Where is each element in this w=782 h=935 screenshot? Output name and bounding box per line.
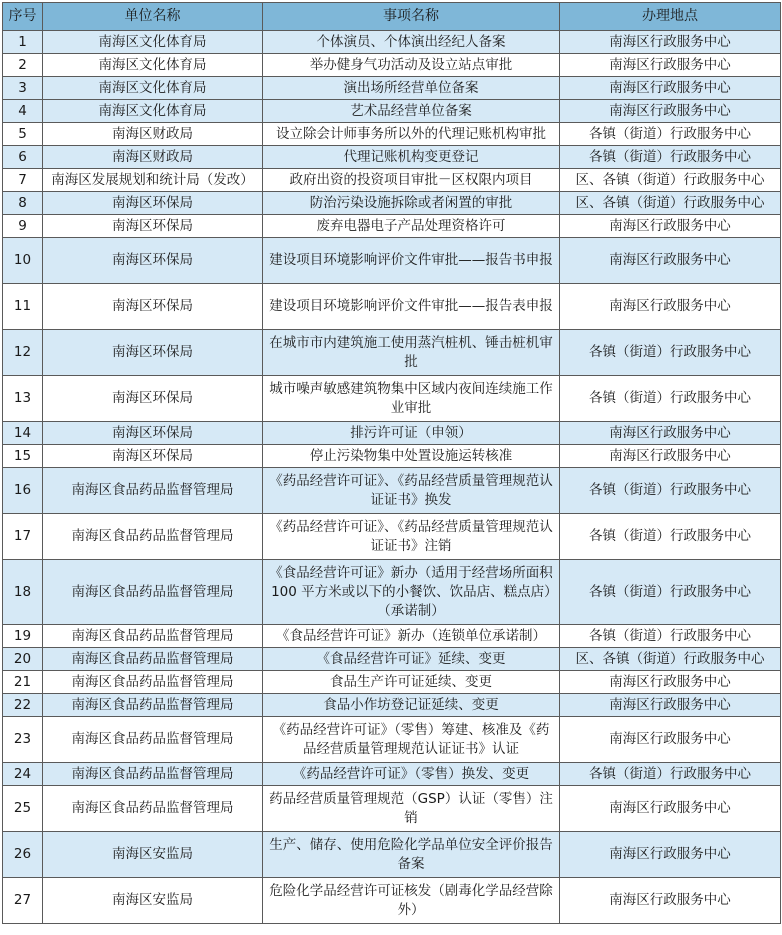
cell-item: 《药品经营许可证》、《药品经营质量管理规范认证证书》注销: [263, 514, 560, 560]
table-row: [3, 31, 781, 54]
cell-unit: 南海区文化体育局: [43, 77, 263, 100]
cell-place: 区、各镇（街道）行政服务中心: [560, 648, 781, 671]
table-row: [3, 717, 781, 763]
cell-unit: 南海区环保局: [43, 284, 263, 330]
cell-place: 南海区行政服务中心: [560, 238, 781, 284]
table-row: [3, 330, 781, 376]
cell-place: 南海区行政服务中心: [560, 786, 781, 832]
cell-place: 南海区行政服务中心: [560, 31, 781, 54]
cell-unit: 南海区食品药品监督管理局: [43, 763, 263, 786]
cell-unit: 南海区食品药品监督管理局: [43, 648, 263, 671]
cell-place: 南海区行政服务中心: [560, 77, 781, 100]
cell-unit: 南海区环保局: [43, 376, 263, 422]
cell-unit: 南海区环保局: [43, 422, 263, 445]
cell-unit: 南海区安监局: [43, 832, 263, 878]
table-row: [3, 671, 781, 694]
cell-item: 《药品经营许可证》（零售）换发、变更: [263, 763, 560, 786]
cell-item: 演出场所经营单位备案: [263, 77, 560, 100]
table-row: [3, 648, 781, 671]
cell-item: 设立除会计师事务所以外的代理记账机构审批: [263, 123, 560, 146]
header-place: 办理地点: [560, 3, 781, 31]
cell-place: 南海区行政服务中心: [560, 100, 781, 123]
cell-item: 废弃电器电子产品处理资格许可: [263, 215, 560, 238]
cell-item: 食品生产许可证延续、变更: [263, 671, 560, 694]
cell-unit: 南海区环保局: [43, 330, 263, 376]
cell-unit: 南海区文化体育局: [43, 54, 263, 77]
cell-unit: 南海区食品药品监督管理局: [43, 514, 263, 560]
cell-item: 排污许可证（申领）: [263, 422, 560, 445]
cell-item: 艺术品经营单位备案: [263, 100, 560, 123]
cell-unit: 南海区食品药品监督管理局: [43, 468, 263, 514]
cell-no: 4: [3, 100, 43, 123]
cell-place: 各镇（街道）行政服务中心: [560, 560, 781, 625]
cell-unit: 南海区环保局: [43, 238, 263, 284]
cell-item: 《药品经营许可证》（零售）筹建、核准及《药品经营质量管理规范认证证书》认证: [263, 717, 560, 763]
cell-unit: 南海区食品药品监督管理局: [43, 560, 263, 625]
cell-no: 2: [3, 54, 43, 77]
table-row: [3, 422, 781, 445]
cell-place: 各镇（街道）行政服务中心: [560, 146, 781, 169]
cell-unit: 南海区文化体育局: [43, 100, 263, 123]
cell-place: 各镇（街道）行政服务中心: [560, 123, 781, 146]
table-row: [3, 146, 781, 169]
cell-no: 18: [3, 560, 43, 625]
cell-place: 南海区行政服务中心: [560, 284, 781, 330]
cell-place: 各镇（街道）行政服务中心: [560, 468, 781, 514]
cell-item: 药品经营质量管理规范（GSP）认证（零售）注销: [263, 786, 560, 832]
cell-place: 南海区行政服务中心: [560, 422, 781, 445]
table-row: [3, 694, 781, 717]
table-row: [3, 77, 781, 100]
cell-no: 27: [3, 878, 43, 924]
cell-unit: 南海区发展规划和统计局（发改）: [43, 169, 263, 192]
cell-item: 危险化学品经营许可证核发（剧毒化学品经营除外）: [263, 878, 560, 924]
table-row: [3, 238, 781, 284]
cell-no: 16: [3, 468, 43, 514]
cell-no: 3: [3, 77, 43, 100]
cell-item: 举办健身气功活动及设立站点审批: [263, 54, 560, 77]
table-row: [3, 514, 781, 560]
cell-unit: 南海区食品药品监督管理局: [43, 671, 263, 694]
table-row: [3, 192, 781, 215]
cell-place: 各镇（街道）行政服务中心: [560, 625, 781, 648]
cell-unit: 南海区环保局: [43, 192, 263, 215]
table-row: [3, 169, 781, 192]
cell-no: 20: [3, 648, 43, 671]
header-row: [3, 3, 781, 31]
matters-table: [2, 2, 781, 924]
cell-no: 23: [3, 717, 43, 763]
cell-no: 10: [3, 238, 43, 284]
cell-unit: 南海区食品药品监督管理局: [43, 786, 263, 832]
cell-item: 食品小作坊登记证延续、变更: [263, 694, 560, 717]
cell-no: 12: [3, 330, 43, 376]
cell-item: 《食品经营许可证》新办（适用于经营场所面积 100 平方米或以下的小餐饮、饮品店、糕点店）（承诺制）: [263, 560, 560, 625]
cell-place: 区、各镇（街道）行政服务中心: [560, 169, 781, 192]
table-row: [3, 763, 781, 786]
table-row: [3, 284, 781, 330]
cell-unit: 南海区食品药品监督管理局: [43, 717, 263, 763]
cell-unit: 南海区安监局: [43, 878, 263, 924]
table-row: [3, 445, 781, 468]
cell-no: 26: [3, 832, 43, 878]
cell-no: 25: [3, 786, 43, 832]
cell-no: 21: [3, 671, 43, 694]
table-row: [3, 54, 781, 77]
cell-unit: 南海区食品药品监督管理局: [43, 625, 263, 648]
cell-no: 19: [3, 625, 43, 648]
cell-place: 南海区行政服务中心: [560, 445, 781, 468]
cell-place: 各镇（街道）行政服务中心: [560, 376, 781, 422]
cell-no: 13: [3, 376, 43, 422]
cell-place: 南海区行政服务中心: [560, 717, 781, 763]
cell-item: 建设项目环境影响评价文件审批——报告表申报: [263, 284, 560, 330]
cell-unit: 南海区食品药品监督管理局: [43, 694, 263, 717]
cell-no: 8: [3, 192, 43, 215]
table-row: [3, 100, 781, 123]
cell-place: 南海区行政服务中心: [560, 54, 781, 77]
cell-item: 建设项目环境影响评价文件审批——报告书申报: [263, 238, 560, 284]
table-row: [3, 560, 781, 625]
cell-unit: 南海区环保局: [43, 215, 263, 238]
cell-no: 9: [3, 215, 43, 238]
cell-no: 22: [3, 694, 43, 717]
cell-no: 7: [3, 169, 43, 192]
table-row: [3, 625, 781, 648]
table-row: [3, 123, 781, 146]
cell-item: 在城市市内建筑施工使用蒸汽桩机、锤击桩机审批: [263, 330, 560, 376]
cell-unit: 南海区财政局: [43, 146, 263, 169]
cell-item: 个体演员、个体演出经纪人备案: [263, 31, 560, 54]
cell-place: 南海区行政服务中心: [560, 878, 781, 924]
cell-place: 各镇（街道）行政服务中心: [560, 763, 781, 786]
cell-item: 停止污染物集中处置设施运转核准: [263, 445, 560, 468]
cell-unit: 南海区环保局: [43, 445, 263, 468]
cell-item: 《药品经营许可证》、《药品经营质量管理规范认证证书》换发: [263, 468, 560, 514]
table-row: [3, 786, 781, 832]
cell-place: 南海区行政服务中心: [560, 215, 781, 238]
cell-item: 防治污染设施拆除或者闲置的审批: [263, 192, 560, 215]
cell-no: 17: [3, 514, 43, 560]
table-row: [3, 376, 781, 422]
cell-item: 城市噪声敏感建筑物集中区域内夜间连续施工作业审批: [263, 376, 560, 422]
cell-no: 14: [3, 422, 43, 445]
cell-item: 代理记账机构变更登记: [263, 146, 560, 169]
cell-no: 5: [3, 123, 43, 146]
cell-item: 政府出资的投资项目审批－区权限内项目: [263, 169, 560, 192]
table-row: [3, 878, 781, 924]
cell-place: 各镇（街道）行政服务中心: [560, 330, 781, 376]
cell-no: 1: [3, 31, 43, 54]
cell-no: 15: [3, 445, 43, 468]
cell-unit: 南海区文化体育局: [43, 31, 263, 54]
cell-item: 生产、储存、使用危险化学品单位安全评价报告备案: [263, 832, 560, 878]
header-unit: 单位名称: [43, 3, 263, 31]
cell-place: 区、各镇（街道）行政服务中心: [560, 192, 781, 215]
cell-no: 11: [3, 284, 43, 330]
cell-item: 《食品经营许可证》新办（连锁单位承诺制）: [263, 625, 560, 648]
header-item: 事项名称: [263, 3, 560, 31]
table-row: [3, 215, 781, 238]
table-row: [3, 468, 781, 514]
cell-place: 南海区行政服务中心: [560, 832, 781, 878]
table-row: [3, 832, 781, 878]
cell-place: 各镇（街道）行政服务中心: [560, 514, 781, 560]
cell-no: 24: [3, 763, 43, 786]
cell-no: 6: [3, 146, 43, 169]
cell-unit: 南海区财政局: [43, 123, 263, 146]
header-no: 序号: [3, 3, 43, 31]
cell-place: 南海区行政服务中心: [560, 671, 781, 694]
cell-place: 南海区行政服务中心: [560, 694, 781, 717]
cell-item: 《食品经营许可证》延续、变更: [263, 648, 560, 671]
